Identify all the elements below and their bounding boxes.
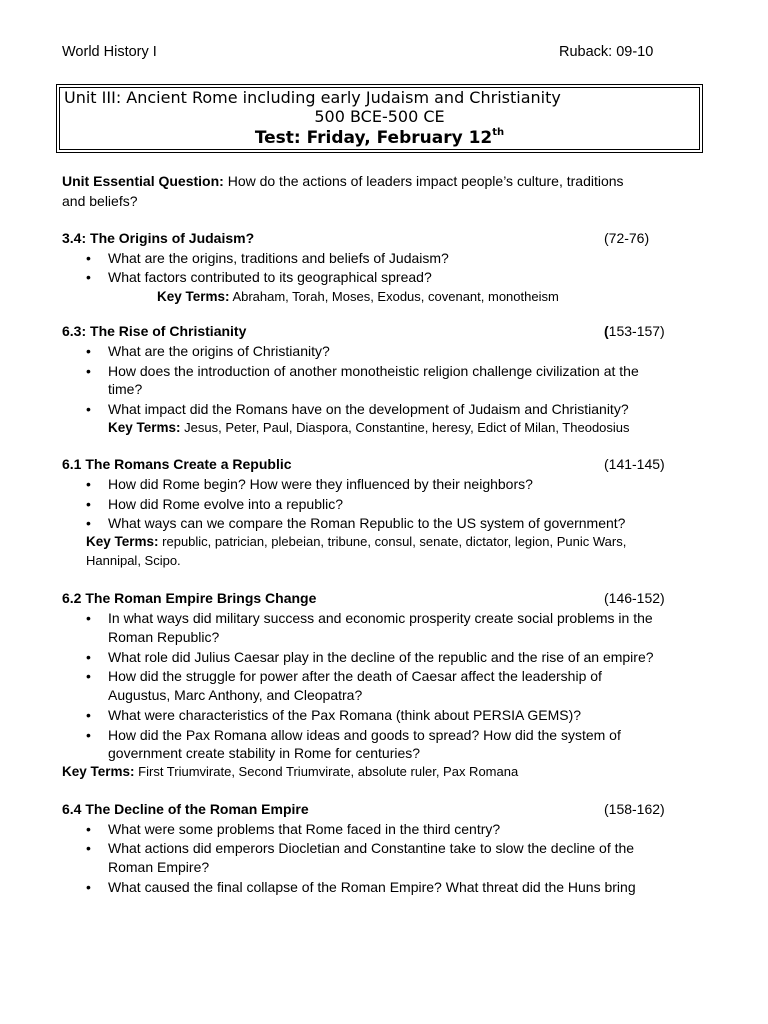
unit-title: Unit III: Ancient Rome including early Judaism and Christianity <box>64 88 561 107</box>
teacher-label: Ruback: 09-10 <box>559 44 654 60</box>
key-terms <box>62 764 518 779</box>
question-item: What actions did emperors Diocletian and Constantine take to slow the decline of the <box>108 840 635 856</box>
unit-dates: 500 BCE-500 CE <box>314 107 445 126</box>
bullet: • <box>86 668 91 684</box>
section-pages: (141-145) <box>604 456 665 472</box>
question-item: What impact did the Romans have on the development of Judaism and Christianity? <box>108 401 629 417</box>
question-item-cont: Augustus, Marc Anthony, and Cleopatra? <box>108 687 363 703</box>
bullet: • <box>86 727 91 743</box>
section-title: 6.4 The Decline of the Roman Empire <box>62 801 309 817</box>
question-item: What ways can we compare the Roman Republic to the US system of government? <box>108 515 626 531</box>
bullet: • <box>86 476 91 492</box>
bullet: • <box>86 343 91 359</box>
question-item: What factors contributed to its geographical spread? <box>108 269 432 285</box>
test-date-suffix: th <box>492 127 505 138</box>
bullet: • <box>86 401 91 417</box>
bullet: • <box>86 363 91 379</box>
essential-question-cont: and beliefs? <box>62 193 138 209</box>
bullet: • <box>86 496 91 512</box>
essential-question <box>62 173 624 189</box>
test-date-text: Test: Friday, February 12 <box>254 128 493 148</box>
question-item: How did Rome begin? How were they influenced by their neighbors? <box>108 476 533 492</box>
section-title: 6.1 The Romans Create a Republic <box>62 456 292 472</box>
question-item: What were characteristics of the Pax Romana (think about PERSIA GEMS)? <box>108 707 582 723</box>
bullet: • <box>86 250 91 266</box>
key-terms-text: Abraham, Torah, Moses, Exodus, covenant, monotheism <box>232 289 559 304</box>
essential-question-label: Unit Essential Question: <box>62 173 224 189</box>
test-date <box>57 127 702 148</box>
bullet: • <box>86 649 91 665</box>
section-title: 6.3: The Rise of Christianity <box>62 323 247 339</box>
question-item-cont: time? <box>108 381 143 397</box>
bullet: • <box>86 707 91 723</box>
key-terms-text: republic, patrician, plebeian, tribune, consul, senate, dictator, legion, Punic Wars, <box>162 534 627 549</box>
question-item: How did the struggle for power after the death of Caesar affect the leadership of <box>108 668 602 684</box>
bullet: • <box>86 515 91 531</box>
question-item: What are the origins, traditions and beliefs of Judaism? <box>108 250 449 266</box>
section-pages: (72-76) <box>604 230 650 246</box>
section-title: 3.4: The Origins of Judaism? <box>62 230 255 246</box>
section-pages-range: 153-157) <box>608 323 665 339</box>
key-terms-cont: Hannipal, Scipo. <box>86 553 181 568</box>
key-terms-label: Key Terms: <box>62 764 135 779</box>
question-item: How did the Pax Romana allow ideas and goods to spread? How did the system of <box>108 727 621 743</box>
question-item-cont: Roman Republic? <box>108 629 220 645</box>
bullet: • <box>86 879 91 895</box>
section-pages: (146-152) <box>604 590 665 606</box>
bullet: • <box>86 840 91 856</box>
key-terms <box>108 420 630 435</box>
key-terms-text: First Triumvirate, Second Triumvirate, absolute ruler, Pax Romana <box>138 764 519 779</box>
question-item-cont: government create stability in Rome for centuries? <box>108 745 421 761</box>
question-item: What role did Julius Caesar play in the decline of the republic and the rise of an empire? <box>108 649 654 665</box>
essential-question-text: How do the actions of leaders impact people’s culture, traditions <box>227 173 624 189</box>
key-terms-text: Jesus, Peter, Paul, Diaspora, Constantine, heresy, Edict of Milan, Theodosius <box>184 420 630 435</box>
question-item-cont: Roman Empire? <box>108 859 210 875</box>
question-item: What caused the final collapse of the Roman Empire? What threat did the Huns bring <box>108 879 636 895</box>
key-terms <box>157 289 559 304</box>
question-item: How does the introduction of another monotheistic religion challenge civilization at the <box>108 363 639 379</box>
key-terms-label: Key Terms: <box>108 420 181 435</box>
question-item: How did Rome evolve into a republic? <box>108 496 344 512</box>
question-item: In what ways did military success and economic prosperity create social problems in the <box>108 610 653 626</box>
section-pages: (158-162) <box>604 801 665 817</box>
key-terms-label: Key Terms: <box>157 289 230 304</box>
section-pages-paren: ( <box>604 323 609 339</box>
section-title: 6.2 The Roman Empire Brings Change <box>62 590 317 606</box>
bullet: • <box>86 269 91 285</box>
course-title: World History I <box>62 44 157 60</box>
bullet: • <box>86 610 91 626</box>
question-item: What were some problems that Rome faced in the third centry? <box>108 821 501 837</box>
bullet: • <box>86 821 91 837</box>
question-item: What are the origins of Christianity? <box>108 343 330 359</box>
key-terms <box>86 534 626 549</box>
section-pages <box>604 323 665 339</box>
unit-title-box <box>56 84 703 153</box>
key-terms-label: Key Terms: <box>86 534 159 549</box>
